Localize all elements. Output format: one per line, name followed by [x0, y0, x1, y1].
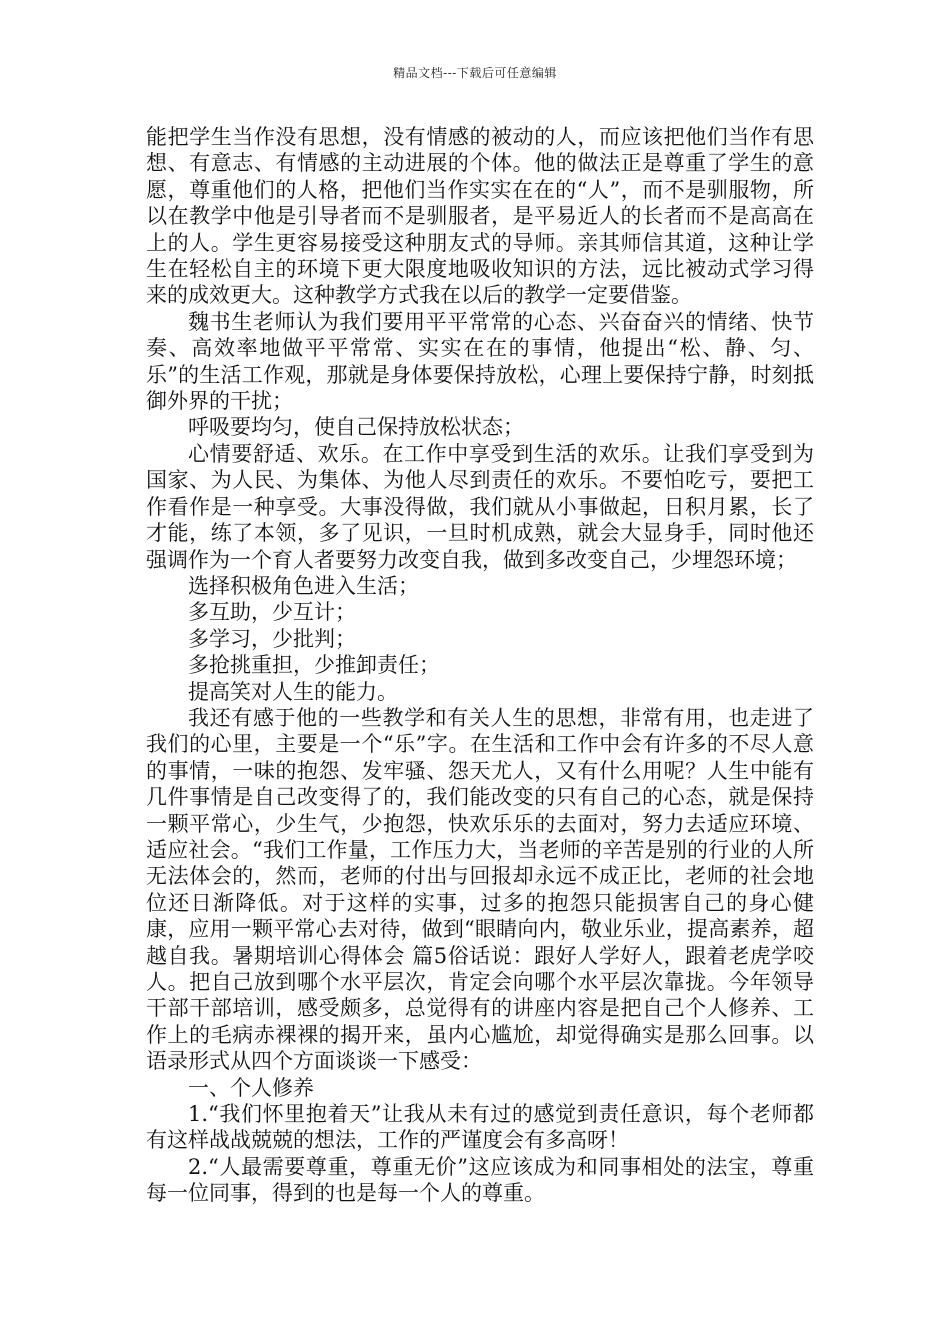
paragraph: 多学习，少批判；	[188, 626, 356, 651]
paragraph: 魏书生老师认为我们要用平平常常的心态、兴奋奋兴的情绪、快节奏、高效率地做平平常常、实实在在的事情，他提出“松、静、匀、乐”的生活工作观，那就是身体要保持放松，心理上要保持宁静，时刻抵御外界的干扰；	[146, 309, 814, 414]
paragraph: 提高笑对人生的能力。	[188, 679, 398, 704]
paragraph: 2.“人最需要尊重，尊重无价”这应该成为和同事相处的法宝，尊重每一位同事，得到的也是每一个人的尊重。	[146, 1154, 814, 1206]
paragraph: 我还有感于他的一些教学和有关人生的思想，非常有用，也走进了我们的心里，主要是一个“乐”字。在生活和工作中会有许多的不尽人意的事情，一味的抱怨、发牢骚、怨天尤人，又有什么用呢？人生中能有几件事情是自己改变得了的，我们能改变的只有自己的心态，就是保持一颗平常心，少生气，少抱怨，快欢乐乐的去面对，努力去适应环境、适应社会。“我们工作量，工作压力大，当老师的辛苦是别的行业的人所无法体会的，然而，老师的付出与回报却永远不成正比，老师的社会地位还日渐降低。对于这样的实事，过多的抱怨只能损害自己的身心健康，应用一颗平常心去对待，做到“眼睛向内，敬业乐业，提高素养，超越自我。暑期培训心得体会 篇5俗话说：跟好人学好人，跟着老虎学咬人。把自己放到哪个水平层次，肯定会向哪个水平层次靠拢。今年领导干部干部培训，感受颇多，总觉得有的讲座内容是把自己个人修养、工作上的毛病赤裸裸的揭开来，虽内心尴尬，却觉得确实是那么回事。以语录形式从四个方面谈谈一下感受：	[146, 705, 814, 1074]
paragraph: 能把学生当作没有思想，没有情感的被动的人，而应该把他们当作有思想、有意志、有情感的主动进展的个体。他的做法正是尊重了学生的意愿，尊重他们的人格，把他们当作实实在在的“人”，而不是驯服物，所以在教学中他是引导者而不是驯服者，是平易近人的长者而不是高高在上的人。学生更容易接受这种朋友式的导师。亲其师信其道，这种让学生在轻松自主的环境下更大限度地吸收知识的方法，远比被动式学习得来的成效更大。这种教学方式我在以后的教学一定要借鉴。	[146, 125, 814, 308]
paragraph: 选择积极角色进入生活；	[188, 573, 419, 598]
paragraph: 多抢挑重担，少推卸责任；	[188, 653, 440, 678]
page-header: 精品文档---下载后可任意编辑	[393, 66, 557, 80]
paragraph: 1.“我们怀里抱着天”让我从未有过的感觉到责任意识，每个老师都有这样战战兢兢的想法，工作的严谨度会有多高呀！	[146, 1102, 814, 1153]
paragraph: 呼吸要均匀，使自己保持放松状态；	[188, 415, 524, 440]
document-body	[146, 124, 814, 1207]
paragraph: 心情要舒适、欢乐。在工作中享受到生活的欢乐。让我们享受到为国家、为人民、为集体、为他人尽到责任的欢乐。不要怕吃亏，要把工作看作是一种享受。大事没得做，我们就从小事做起，日积月累，长了才能，练了本领，多了见识，一旦时机成熟，就会大显身手，同时他还强调作为一个育人者要努力改变自我，做到多改变自己，少埋怨环境；	[146, 441, 814, 572]
paragraph: 多互助，少互计；	[188, 600, 356, 625]
section-heading: 一、个人修养	[188, 1075, 314, 1100]
